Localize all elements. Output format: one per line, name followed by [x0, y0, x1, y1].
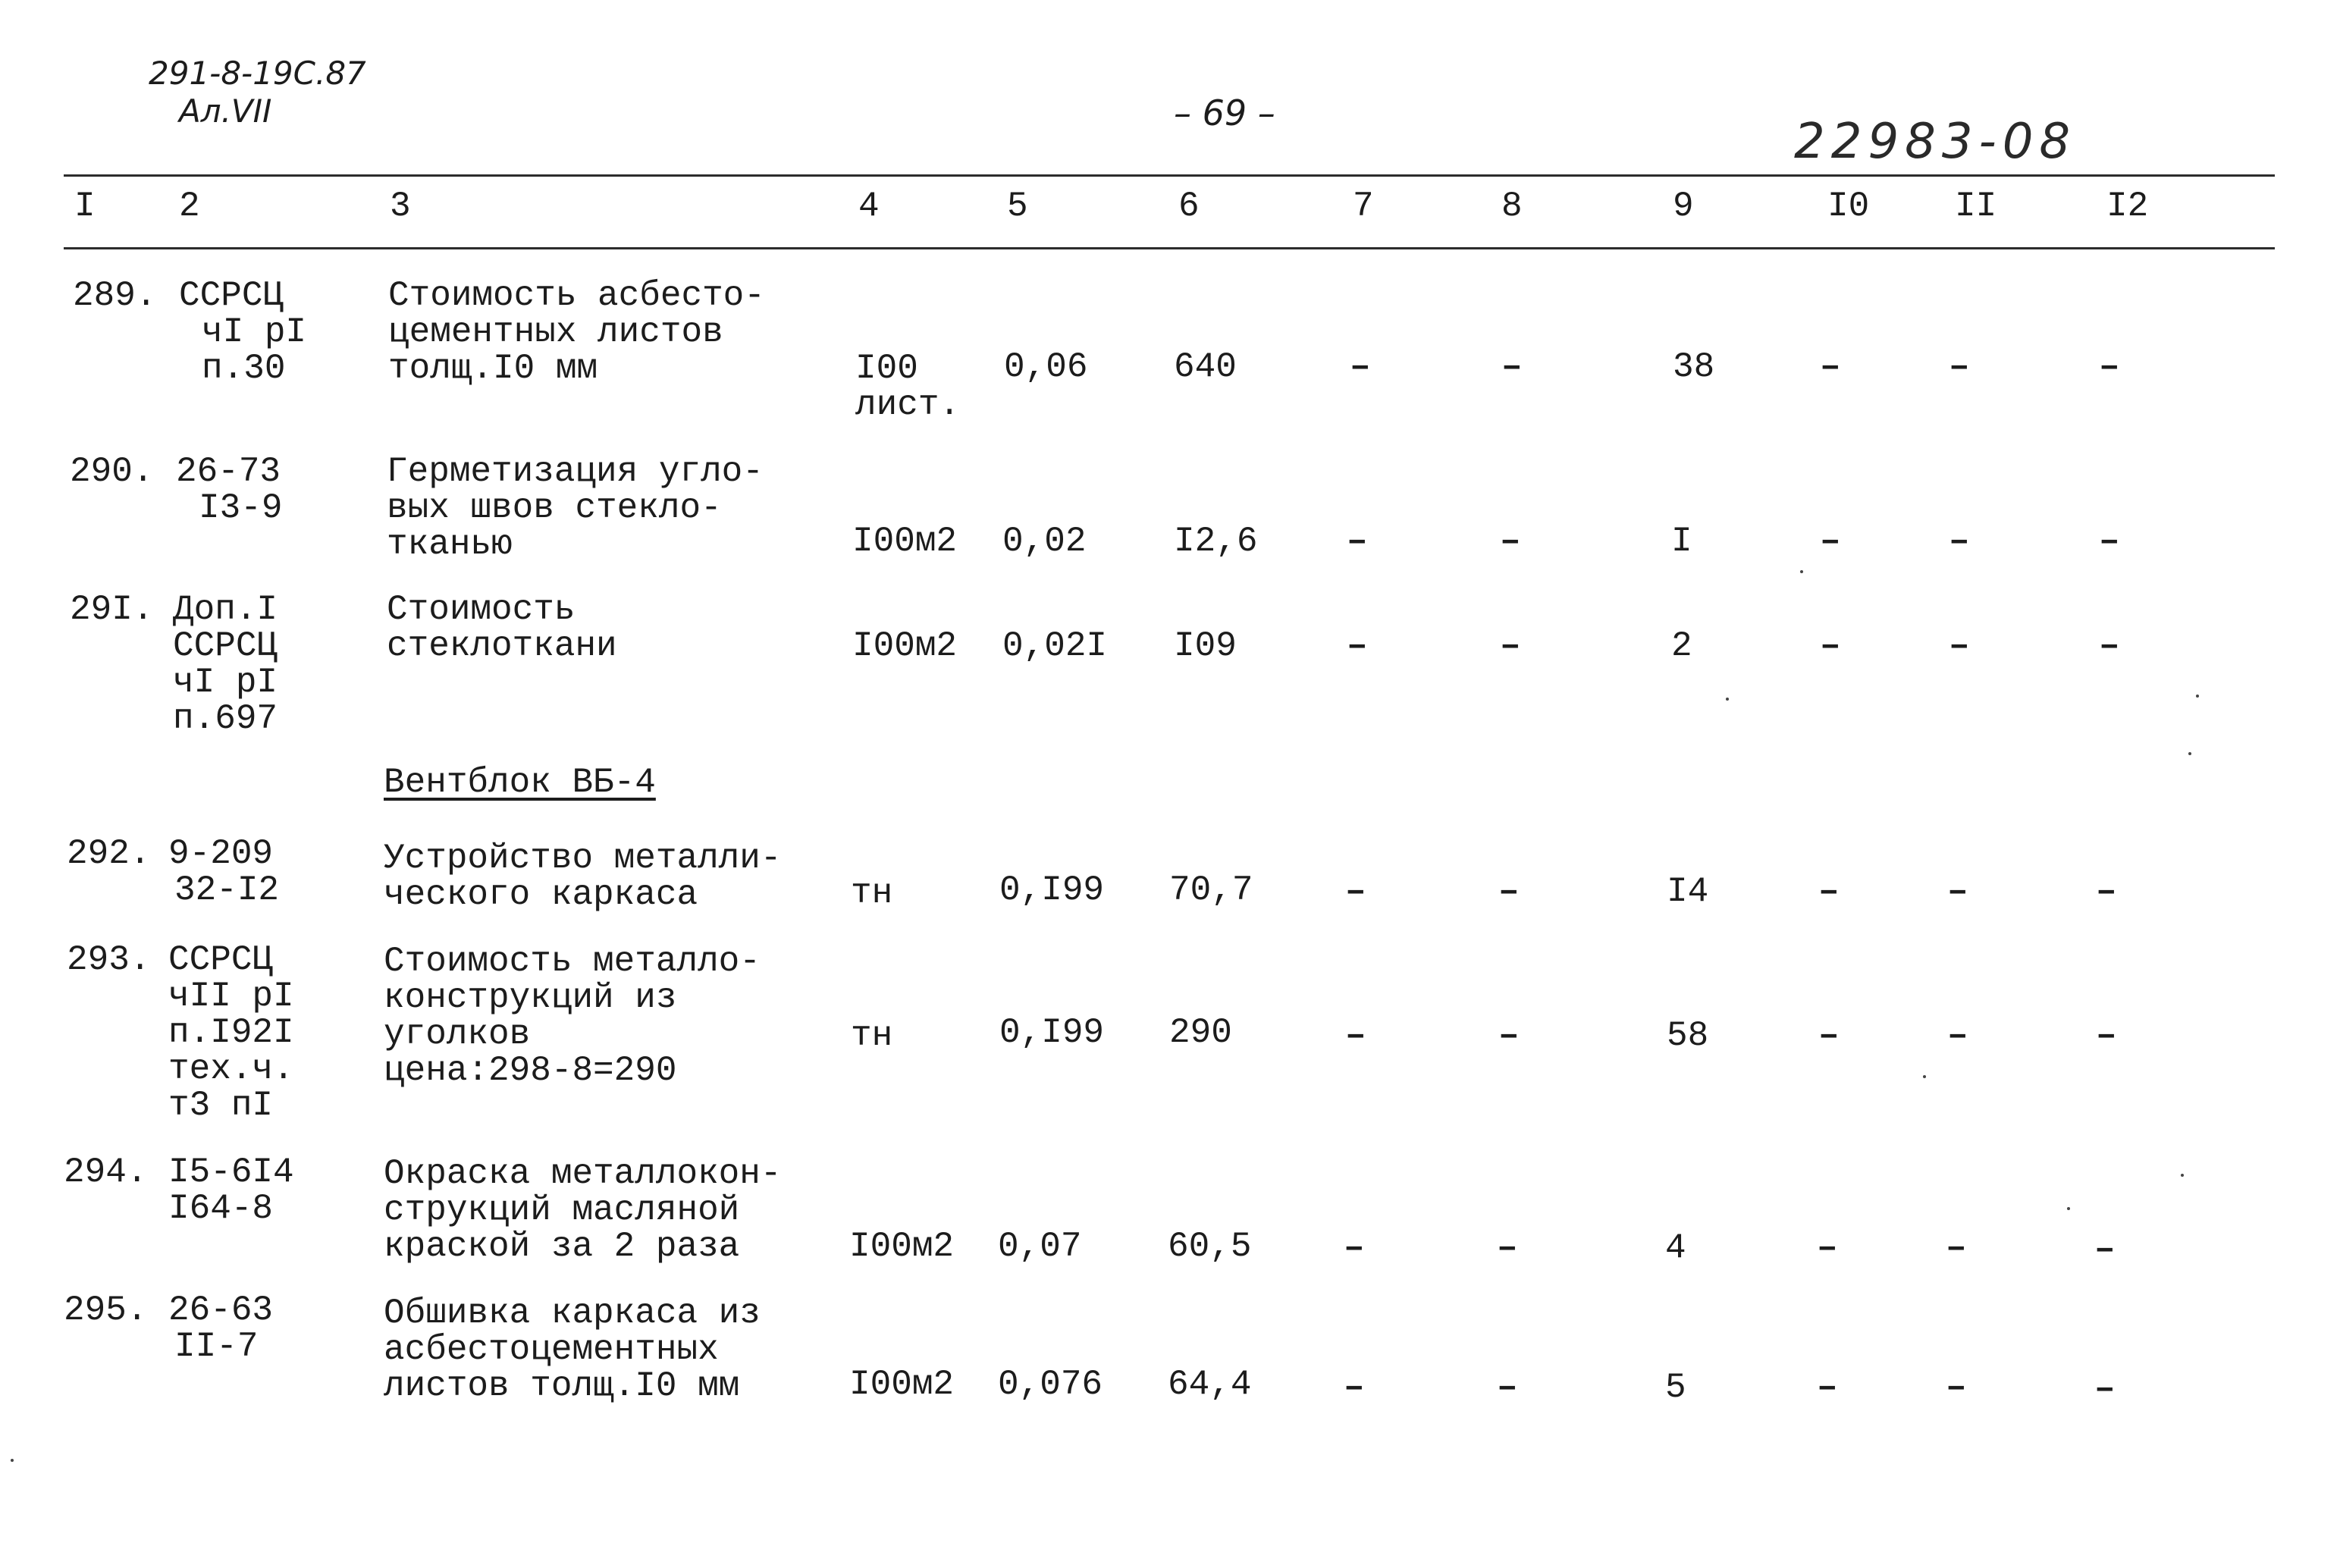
row-291-col10: –	[1820, 626, 1841, 666]
row-295-description: Обшивка каркаса из асбестоцементных листов толщ.I0 мм	[384, 1294, 761, 1406]
row-294-no: 294.	[64, 1152, 148, 1192]
row-291-code: Доп.I ССРСЦ чI рI п.697	[173, 590, 278, 739]
row-290-price: I2,6	[1174, 522, 1258, 561]
row-290-qty: 0,02	[1002, 522, 1087, 561]
scan-speck	[1923, 1075, 1926, 1078]
col-header-8: 8	[1501, 187, 1523, 226]
row-295-no: 295.	[64, 1290, 148, 1330]
row-293-description: Стоимость металло- конструкций из уголков цена:298-8=290	[384, 942, 761, 1090]
scan-speck	[1726, 698, 1729, 701]
row-292-col10: –	[1818, 872, 1840, 911]
row-293-col7: –	[1345, 1016, 1366, 1055]
row-293-col9: 58	[1667, 1016, 1709, 1055]
row-293-qty: 0,I99	[999, 1013, 1105, 1052]
row-289-price: 640	[1174, 347, 1237, 387]
row-291-description: Стоимость стеклоткани	[387, 590, 617, 666]
row-291-col7: –	[1347, 626, 1368, 666]
row-290-col10: –	[1820, 522, 1841, 561]
row-292-price: 70,7	[1169, 870, 1253, 910]
row-294-unit: I00м2	[849, 1227, 955, 1266]
row-294-col8: –	[1497, 1228, 1518, 1268]
row-289-code: ССРСЦ чI рI п.30	[179, 276, 307, 388]
row-294-code: I5-6I4 I64-8	[168, 1152, 294, 1228]
row-292-col12: –	[2096, 872, 2117, 911]
row-290-col7: –	[1347, 522, 1368, 561]
header-top-rule	[64, 174, 2275, 177]
col-header-6: 6	[1178, 187, 1200, 226]
row-289-col11: –	[1949, 347, 1970, 387]
row-290-col9: I	[1671, 522, 1692, 561]
row-295-col12: –	[2094, 1369, 2116, 1409]
row-292-no: 292.	[67, 834, 151, 873]
row-289-col12: –	[2099, 347, 2120, 387]
row-295-unit: I00м2	[849, 1365, 955, 1404]
scan-speck	[2196, 695, 2199, 698]
scan-speck	[2188, 752, 2191, 755]
row-289-no: 289.	[73, 276, 157, 315]
document-code-line2: Ал.VII	[179, 93, 272, 130]
row-289-unit: I00 лист.	[855, 349, 961, 425]
col-header-5: 5	[1007, 187, 1028, 226]
row-293-col8: –	[1498, 1016, 1520, 1055]
row-290-col12: –	[2099, 522, 2120, 561]
row-290-no: 290.	[70, 452, 154, 491]
row-292-col11: –	[1947, 872, 1968, 911]
row-295-col10: –	[1817, 1368, 1838, 1407]
row-292-unit: тн	[851, 873, 893, 913]
scan-speck	[1800, 570, 1803, 573]
row-291-price: I09	[1174, 626, 1237, 666]
row-292-qty: 0,I99	[999, 870, 1105, 910]
row-295-col7: –	[1344, 1368, 1365, 1407]
row-294-col12: –	[2094, 1230, 2116, 1269]
document-code-line1: 291-8-19С.87	[149, 55, 366, 92]
row-292-code: 9-209 32-I2	[168, 834, 280, 910]
row-292-col8: –	[1498, 872, 1520, 911]
row-290-unit: I00м2	[852, 522, 958, 561]
row-294-col10: –	[1817, 1228, 1838, 1268]
row-291-col11: –	[1949, 626, 1970, 666]
row-295-code: 26-63 II-7	[168, 1290, 274, 1366]
row-291-col12: –	[2099, 626, 2120, 666]
row-293-col12: –	[2096, 1016, 2117, 1055]
row-293-no: 293.	[67, 940, 151, 980]
col-header-12: I2	[2106, 187, 2149, 226]
document-number: 22983-08	[1794, 114, 2077, 170]
row-291-unit: I00м2	[852, 626, 958, 666]
header-bottom-rule	[64, 247, 2275, 249]
row-295-col11: –	[1946, 1368, 1967, 1407]
row-293-col11: –	[1947, 1016, 1968, 1055]
col-header-10: I0	[1827, 187, 1870, 226]
row-293-code: ССРСЦ чII рI п.I92I тех.ч. т3 пI	[168, 940, 294, 1125]
row-293-col10: –	[1818, 1016, 1840, 1055]
col-header-2: 2	[179, 187, 200, 226]
row-290-col8: –	[1500, 522, 1521, 561]
row-295-col8: –	[1497, 1368, 1518, 1407]
row-291-col8: –	[1500, 626, 1521, 666]
row-293-unit: тн	[851, 1016, 893, 1055]
row-291-col9: 2	[1671, 626, 1692, 666]
col-header-7: 7	[1353, 187, 1374, 226]
section-title: Вентблок ВБ-4	[384, 763, 656, 802]
row-294-description: Окраска металлокон- струкций масляной краской за 2 раза	[384, 1154, 782, 1266]
row-290-description: Герметизация угло- вых швов стекло- тканью	[387, 452, 764, 564]
row-294-qty: 0,07	[998, 1227, 1082, 1266]
row-294-price: 60,5	[1168, 1227, 1252, 1266]
col-header-11: II	[1955, 187, 1997, 226]
row-293-price: 290	[1169, 1013, 1232, 1052]
page-number: – 69 –	[1174, 93, 1275, 133]
row-295-price: 64,4	[1168, 1365, 1252, 1404]
row-289-qty: 0,06	[1004, 347, 1088, 387]
row-291-no: 29I.	[70, 590, 154, 629]
row-294-col11: –	[1946, 1228, 1967, 1268]
row-289-col8: –	[1501, 347, 1523, 387]
row-292-description: Устройство металли- ческого каркаса	[384, 839, 782, 914]
scan-speck	[2181, 1174, 2184, 1177]
scan-speck	[11, 1459, 14, 1462]
row-289-col10: –	[1820, 347, 1841, 387]
document-code	[149, 55, 366, 130]
col-header-9: 9	[1673, 187, 1694, 226]
row-291-qty: 0,02I	[1002, 626, 1108, 666]
row-292-col7: –	[1345, 872, 1366, 911]
col-header-4: 4	[858, 187, 880, 226]
row-290-col11: –	[1949, 522, 1970, 561]
row-294-col9: 4	[1665, 1228, 1686, 1268]
col-header-3: 3	[390, 187, 411, 226]
row-295-col9: 5	[1665, 1368, 1686, 1407]
scan-speck	[2067, 1207, 2070, 1210]
row-294-col7: –	[1344, 1228, 1365, 1268]
row-289-col7: –	[1350, 347, 1371, 387]
row-295-qty: 0,076	[998, 1365, 1103, 1404]
col-header-1: I	[74, 187, 96, 226]
row-290-code: 26-73 I3-9	[176, 452, 283, 528]
row-289-description: Стоимость асбесто- цементных листов толщ.I0 мм	[388, 276, 765, 388]
row-292-col9: I4	[1667, 872, 1709, 911]
row-289-col9: 38	[1673, 347, 1715, 387]
